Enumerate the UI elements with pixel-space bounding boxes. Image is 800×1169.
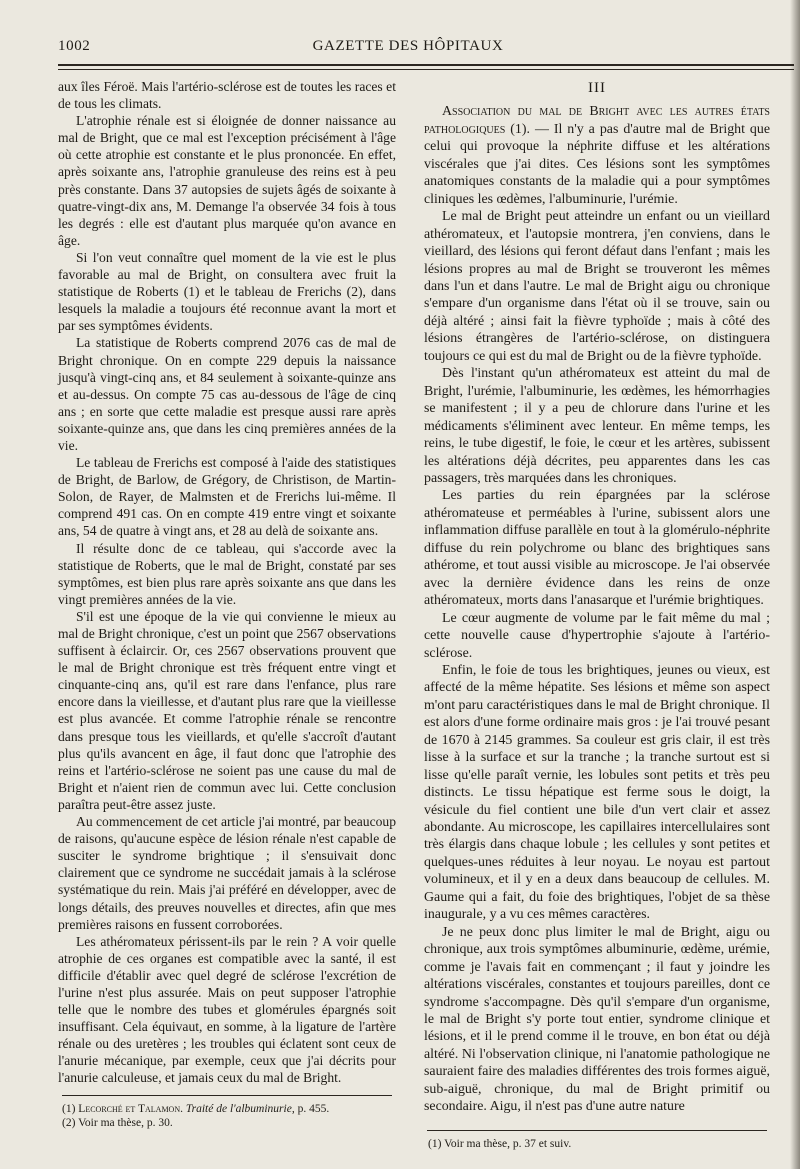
header-rule-thin [58, 69, 794, 70]
left-column [58, 78, 396, 1130]
paragraph: L'atrophie rénale est si éloignée de donner naissance au mal de Bright, que ce mal est l'exception précisément à l'âge où cette atrophie est constante et le plus prononcée. En effet, après soixante ans, l'atrophie granuleuse des reins est à peu près constante. Dans 37 autopsies de sujets âgés de soixante à quatre-vingt-dix ans, M. Demange l'a observée 34 fois à tous les degrés : elle est d'autant plus marquée qu'on avance en âge. [58, 113, 396, 248]
footnote-mark: (2) [62, 1116, 76, 1129]
paragraph: Je ne peux donc plus limiter le mal de Bright, aigu ou chronique, aux trois symptômes albuminurie, œdème, urémie, comme je l'avais fait en commençant ; il faut y joindre les altérations viscérales, constantes et toujours pareilles, dont ce syndrome s'accompagne. Dès qu'il s'empare d'un organisme, le mal de Bright s'y porte tout entier, syndrome clinique et lésions, et il le prend comme il le trouve, en bon état ou déjà altéré. Ni l'observation clinique, ni l'anatomie pathologique ne sauraient faire des maladies différentes des trois formes aiguë, sub-aiguë, chronique, du mal de Bright primitif ou secondaire. Aigu, il n'est pas d'une autre nature [424, 924, 770, 1115]
paragraph: Au commencement de cet article j'ai montré, par beaucoup de raisons, qu'aucune espèce de lésion rénale n'est capable de susciter le syndrome brightique ; il s'ensuivait donc clairement que ce syndrome ne succédait jamais à la sclérose systématique du rein. Mais j'ai préféré en développer, avec de longs détails, des preuves nouvelles et directes, afin que mes premières raisons en fussent corroborées. [58, 814, 396, 932]
paragraph: Dès l'instant qu'un athéromateux est atteint du mal de Bright, l'urémie, l'albuminurie, les œdèmes, les hémorrhagies se manifestent ; il y a peu de chlorure dans l'urine et les médicaments s'éliminent avec lenteur. En même temps, les reins, le tube digestif, le foie, le cœur et les artères, subissent les altérations déjà décrites, peu apparentes dans les cas passagers, très marquées dans les chroniques. [424, 366, 770, 486]
paragraph: Si l'on veut connaître quel moment de la vie est le plus favorable au mal de Bright, on consultera avec fruit la statistique de Roberts (1) et le tableau de Frerichs (2), dans lesquels la maladie a toujours été reconnue avant la mort et par ses symptômes évidents. [58, 249, 396, 334]
right-column [424, 78, 770, 1151]
journal-title: GAZETTE DES HÔPITAUX [312, 38, 504, 54]
footnote-rest: Voir ma thèse, p. 30. [78, 1116, 173, 1129]
footnote-rule [427, 1130, 767, 1131]
paragraph: Le cœur augmente de volume par le fait même du mal ; cette nouvelle cause d'hypertrophie s'ajoute à l'artério-sclérose. [424, 610, 770, 661]
header-rule-thick [58, 64, 794, 66]
footnote-authors: Lecorché et Talamon. [78, 1102, 183, 1115]
paragraph: Le tableau de Frerichs est composé à l'aide des statistiques de Bright, de Barlow, de Grégory, de Christison, de Martin-Solon, de Rayer, de Malmsten et de Frerichs lui-même. Il comprend 491 cas. On en compte 419 entre vingt et soixante ans, 54 de quatre à vingt ans, et 28 au delà de soixante ans. [58, 455, 396, 539]
paragraph: Le mal de Bright peut atteindre un enfant ou un vieillard athéromateux, et l'autopsie montrera, j'en conviens, dans le vieillard, des lésions qui feront défaut dans l'enfant ; mais les lésions propres au mal de Bright se trouveront les mêmes dans l'un et dans l'autre. Le mal de Bright aigu ou chronique s'empare d'un organisme dans l'état où il se trouve, sain ou déjà altéré ; ainsi fait la fièvre typhoïde ; mais à côté des lésions étrangères de l'artério-sclérose, on distinguera toujours ce qui est du mal de Bright ou de la fièvre typhoïde. [424, 209, 770, 364]
section-heading-paragraph [424, 103, 770, 208]
footnote-rest: p. 455. [294, 1102, 330, 1115]
paragraph: Enfin, le foie de tous les brightiques, jeunes ou vieux, est affecté de la même hépatite. Ses lésions et même son aspect m'ont paru caractéristiques dans le mal de Bright chronique. Il est alors d'une forme ordinaire mais gros : je l'ai trouvé pesant de 1670 à 2145 grammes. Sa couleur est gris clair, il est très lisse à la surface et sur la tranche ; la tranche surtout est si lisse qu'elle paraît vernie, les lobules sont petits et très peu distincts. Le tissu hépatique est ferme sous le doigt, la vésicule du fiel contient une bile d'un vert clair et assez abondante. Au microscope, les capillaires intercellulaires sont très élargis dans chaque lobule ; les cellules y sont petites et quelques-unes réduites à leur noyau. Le noyau est partout volumineux, et il y en a deux dans beaucoup de cellules. M. Gaume qui a fait, du foie des brightiques, l'objet de sa thèse inaugurale, y a vu ces mêmes caractères. [424, 662, 770, 923]
footnote-mark: (1) [62, 1102, 76, 1115]
footnote: (1) Voir ma thèse, p. 37 et suiv. [428, 1137, 572, 1150]
footnote [58, 1116, 396, 1130]
footnote-rule [62, 1095, 392, 1096]
section-heading-rest: (1). — Il n'y a pas d'autre mal de Bright que celui qui provoque la néphrite diffuse et les altérations viscérales que j'ai dites. Ces lésions sont les symptômes anatomiques constants de la maladie qui a pour symptômes cliniques les œdèmes, l'albuminurie, l'urémie. [424, 121, 770, 207]
paragraph: La statistique de Roberts comprend 2076 cas de mal de Bright chronique. On en compte 229 depuis la naissance jusqu'à vingt-cinq ans, et 84 seulement à soixante-quinze ans et au-dessus. On compte 75 cas au-dessous de l'âge de cinq ans ; en sorte que cette maladie est presque aussi rare après soixante-quinze ans, que dans les cinq premières années de la vie. [58, 335, 396, 453]
section-heading: Association du mal de Bright avec les autres états pathologiques [424, 104, 770, 137]
paragraph: Il résulte donc de ce tableau, qui s'accorde avec la statistique de Roberts, que le mal de Bright, constaté par ses symptômes, est bien plus rare après soixante ans que dans les vingt premières années de la vie. [58, 540, 396, 607]
section-number: III [588, 80, 606, 96]
footnote-title: Traité de l'albuminurie, [185, 1102, 295, 1115]
paragraph: S'il est une époque de la vie qui convienne le mieux au mal de Bright chronique, c'est un point que 2567 observations suffisent à éclaircir. Or, ces 2567 observations prouvent que le mal de Bright chronique est très fréquent entre vingt et cinquante-cinq ans, qu'il est rare dans l'enfance, plus rare encore dans la vieillesse, et d'autant plus rare que la vieillesse est plus avancée. Et comme l'atrophie rénale se rencontre dans presque tous les vieillards, et qu'elle s'accroît d'autant plus qu'ils avancent en âge, il faut donc que l'atrophie des reins et l'artério-sclérose ne soient pas une cause du mal de Bright et n'aient rien de commun avec lui. Cette conclusion paraîtra peut-être assez juste. [58, 608, 396, 812]
page-header [58, 38, 758, 60]
page-number: 1002 [58, 38, 91, 54]
paragraph: aux îles Féroë. Mais l'artério-sclérose est de toutes les races et de tous les climats. [58, 79, 396, 112]
paragraph: Les athéromateux périssent-ils par le rein ? A voir quelle atrophie de ces organes est compatible avec la santé, il est difficile d'établir avec quel degré de sclérose l'excrétion de l'urine n'est plus assurée. Mais on peut supposer l'atrophie telle que le nombre des tubes et glomérules épargnés soit insuffisant. Cela équivaut, en somme, à la ligature de l'artère rénale ou des uretères ; les troubles qui éclatent sont ceux de l'anurie mécanique, par exemple, ceux que j'ai décrits pour l'anurie calculeuse, et jamais ceux du mal de Bright. [58, 933, 396, 1086]
footnote [58, 1102, 396, 1116]
paragraph: Les parties du rein épargnées par la sclérose athéromateuse et perméables à l'urine, subissent alors une inflammation diffuse parallèle en tout à la glomérulo-néphrite diffuse du rein polychrome ou blanc des brightiques sans athérome, et tout aussi visible au microscope. Je l'ai observée avec la dernière évidence dans les reins de onze athéromateux, morts dans l'anasarque et l'urémie brightiques. [424, 488, 770, 609]
page-edge-shadow [790, 0, 800, 1169]
